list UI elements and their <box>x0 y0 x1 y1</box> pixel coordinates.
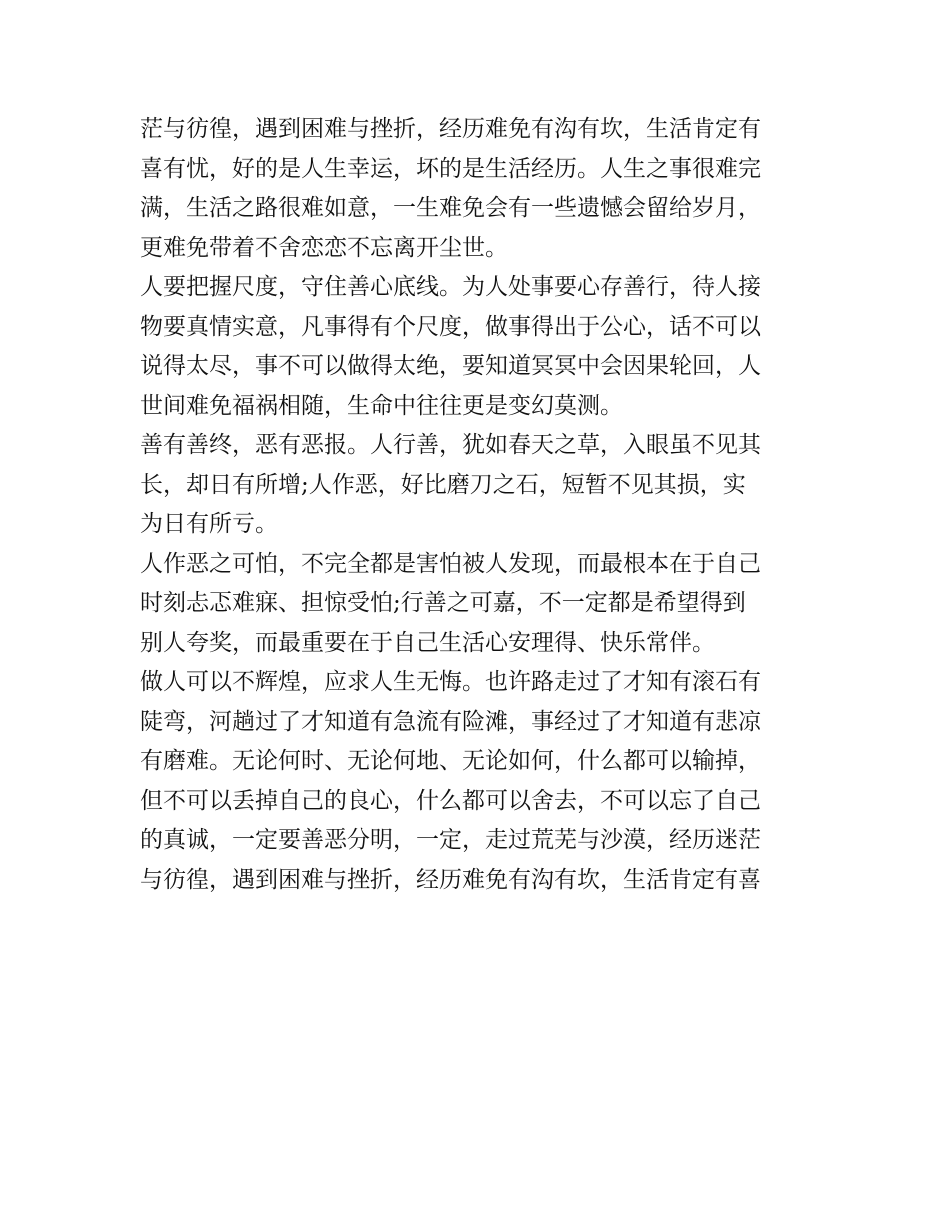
text-line: 别人夸奖，而最重要在于自己生活心安理得、快乐常伴。 <box>140 629 715 656</box>
text-line: 人要把握尺度，守住善心底线。为人处事要心存善行，待人接 <box>140 274 761 300</box>
text-line: 长，却日有所增;人作恶，好比磨刀之石，短暂不见其损，实 <box>140 471 746 498</box>
text-line: 善有善终，恶有恶报。人行善，犹如春天之草，入眼虽不见其 <box>140 432 761 458</box>
text-line: 与彷徨，遇到困难与挫折，经历难免有沟有坎，生活肯定有喜 <box>140 866 761 893</box>
text-line: 做人可以不辉煌，应求人生无悔。也许路走过了才知有滚石有 <box>140 669 761 695</box>
text-line: 有磨难。无论何时、无论何地、无论如何，什么都可以输掉， <box>140 748 761 774</box>
text-line: 更难免带着不舍恋恋不忘离开尘世。 <box>140 234 508 261</box>
text-line: 喜有忧，好的是人生幸运，坏的是生活经历。人生之事很难完 <box>140 155 761 182</box>
text-line: 为日有所亏。 <box>140 511 278 537</box>
text-line: 陡弯，河趟过了才知道有急流有险滩，事经过了才知道有悲凉 <box>140 708 761 735</box>
text-line: 时刻忐忑难寐、担惊受怕;行善之可嘉，不一定都是希望得到 <box>140 590 746 616</box>
paragraph <box>140 268 820 426</box>
text-line: 的真诚，一定要善恶分明，一定，走过荒芜与沙漠，经历迷茫 <box>140 827 761 853</box>
text-line: 物要真情实意，凡事得有个尺度，做事得出于公心，话不可以 <box>140 313 761 340</box>
text-line: 茫与彷徨，遇到困难与挫折，经历难免有沟有坎，生活肯定有 <box>140 116 761 142</box>
paragraph <box>140 110 820 268</box>
paragraph <box>140 663 820 900</box>
text-line: 人作恶之可怕，不完全都是害怕被人发现，而最根本在于自己 <box>140 550 761 577</box>
text-line: 但不可以丢掉自己的良心，什么都可以舍去，不可以忘了自己 <box>140 787 761 814</box>
text-line: 满，生活之路很难如意，一生难免会有一些遗憾会留给岁月， <box>140 195 761 221</box>
text-line: 说得太尽，事不可以做得太绝，要知道冥冥中会因果轮回，人 <box>140 353 761 379</box>
text-line: 世间难免福祸相随，生命中往往更是变幻莫测。 <box>140 392 623 419</box>
document-body <box>140 110 820 900</box>
paragraph <box>140 426 820 545</box>
paragraph <box>140 545 820 664</box>
